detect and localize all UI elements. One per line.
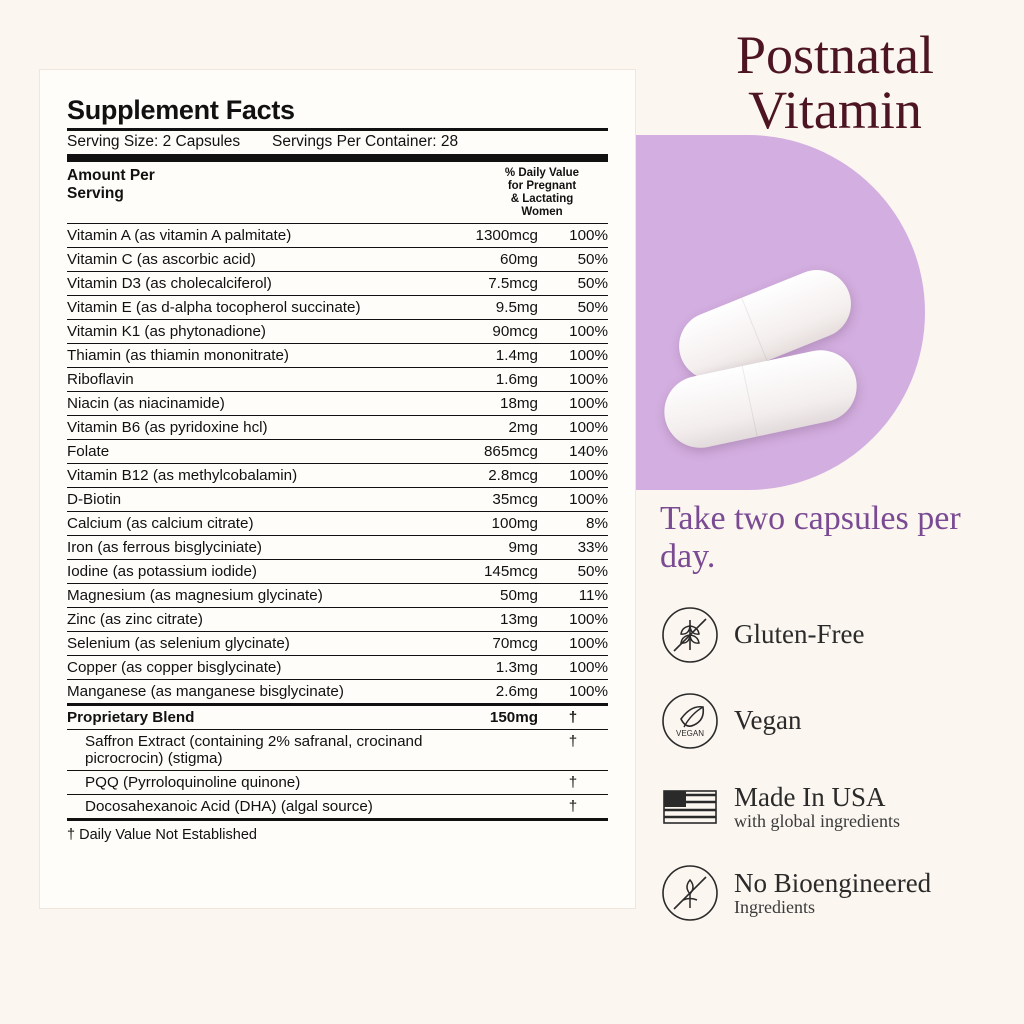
blend-row [67, 794, 608, 818]
claim-label: Gluten-Free [734, 619, 865, 650]
table-row [67, 391, 608, 415]
serving-info-row [67, 131, 608, 154]
nutrient-name: Vitamin D3 (as cholecalciferol) [67, 271, 434, 295]
product-title [660, 25, 1010, 141]
nutrient-dv: 50% [538, 247, 608, 271]
nutrient-dv: 100% [538, 319, 608, 343]
table-row [67, 415, 608, 439]
nutrient-amount: 1.3mg [434, 655, 538, 679]
daily-value-footnote: † Daily Value Not Established [67, 826, 257, 843]
table-row [67, 319, 608, 343]
daily-value-line2: for Pregnant [507, 180, 577, 193]
nutrient-amount: 60mg [434, 247, 538, 271]
table-row [67, 487, 608, 511]
table-row [67, 224, 608, 248]
table-row [67, 343, 608, 367]
usa-flag-icon [660, 777, 720, 837]
blend-amount: 150mg [434, 706, 538, 730]
claim-sublabel: Ingredients [734, 896, 815, 917]
nutrient-amount: 13mg [434, 607, 538, 631]
table-row [67, 535, 608, 559]
nutrient-dv: 100% [538, 463, 608, 487]
nutrient-amount: 100mg [434, 511, 538, 535]
nutrient-dv: 100% [538, 415, 608, 439]
no-bioengineered-icon [660, 863, 720, 923]
nutrient-amount: 9.5mg [434, 295, 538, 319]
amount-per-serving-line2: Serving [67, 185, 124, 203]
nutrient-dv: 50% [538, 559, 608, 583]
nutrient-dv: 11% [538, 583, 608, 607]
claim-label: No Bioengineered [734, 867, 932, 898]
nutrient-dv: 140% [538, 439, 608, 463]
capsule-image [655, 285, 895, 480]
nutrient-name: Calcium (as calcium citrate) [67, 511, 434, 535]
nutrient-amount: 9mg [434, 535, 538, 559]
blend-item-amount [434, 770, 538, 794]
table-header-row [67, 162, 608, 223]
table-row [67, 655, 608, 679]
nutrient-name: Folate [67, 439, 434, 463]
claim-label: Made In USA [734, 781, 886, 812]
blend-item-amount [434, 794, 538, 818]
claim-label: Vegan [734, 705, 802, 736]
daily-value-line4: Women [521, 205, 563, 218]
nutrient-amount: 90mcg [434, 319, 538, 343]
nutrient-amount: 865mcg [434, 439, 538, 463]
nutrient-dv: 100% [538, 367, 608, 391]
blend-row [67, 729, 608, 770]
nutrient-amount: 2.6mg [495, 682, 538, 700]
nutrient-dv: 100% [538, 343, 608, 367]
table-row [67, 631, 608, 655]
nutrient-amount: 35mcg [434, 487, 538, 511]
blend-item-amount [434, 729, 538, 770]
amount-per-serving-line1: Amount Per [67, 167, 155, 185]
nutrient-name: Thiamin (as thiamin mononitrate) [67, 343, 434, 367]
table-row [67, 271, 608, 295]
nutrient-amount: 1.6mg [434, 367, 538, 391]
blend-item-name: PQQ (Pyrroloquinoline quinone) [67, 770, 434, 794]
claim-made-in-usa [660, 777, 1020, 837]
serving-size-label: Serving Size: 2 Capsules [67, 133, 241, 151]
table-row [67, 511, 608, 535]
blend-item-name: Saffron Extract (containing 2% safranal, crocinand picrocrocin) (stigma) [67, 729, 434, 770]
table-row [67, 559, 608, 583]
product-title-line2: Vitamin [748, 80, 922, 141]
daily-value-line3: & Lactating [510, 193, 574, 206]
claim-vegan [660, 691, 1020, 751]
claim-no-bioengineered [660, 863, 1020, 923]
nutrient-amount: 1.4mg [434, 343, 538, 367]
nutrient-name: Magnesium (as magnesium glycinate) [67, 583, 434, 607]
nutrient-amount: 2mg [434, 415, 538, 439]
nutrient-dv: 50% [538, 271, 608, 295]
claims-list [660, 605, 1020, 949]
nutrient-name: Vitamin E (as d-alpha tocopherol succinate) [67, 295, 434, 319]
blend-item-name: Docosahexanoic Acid (DHA) (algal source) [85, 797, 373, 815]
nutrient-name: Zinc (as zinc citrate) [67, 607, 434, 631]
nutrient-name: Vitamin C (as ascorbic acid) [67, 247, 434, 271]
nutrient-name: Vitamin A (as vitamin A palmitate) [67, 224, 434, 248]
proprietary-blend-table [67, 706, 608, 818]
nutrient-amount: 18mg [434, 391, 538, 415]
table-row [67, 439, 608, 463]
nutrient-dv: 100% [538, 224, 608, 248]
nutrient-dv: 100% [538, 655, 608, 679]
table-row [67, 583, 608, 607]
table-row [67, 367, 608, 391]
nutrient-dv: 100% [538, 391, 608, 415]
table-row [67, 463, 608, 487]
nutrient-name: Vitamin K1 (as phytonadione) [67, 319, 434, 343]
vegan-leaf-icon [660, 691, 720, 751]
blend-name: Proprietary Blend [67, 706, 434, 730]
table-row [67, 295, 608, 319]
nutrient-amount: 1300mcg [434, 224, 538, 248]
table-row [67, 607, 608, 631]
wheat-gluten-free-icon [660, 605, 720, 665]
nutrient-table-body [67, 224, 608, 703]
servings-per-container-label: Servings Per Container: 28 [272, 133, 459, 151]
blend-row [67, 770, 608, 794]
blend-dv: † [538, 706, 608, 730]
nutrient-name: Riboflavin [67, 367, 434, 391]
supplement-facts-panel [40, 70, 635, 908]
nutrient-name: Niacin (as niacinamide) [67, 391, 434, 415]
nutrient-table [67, 224, 608, 703]
nutrient-amount: 7.5mcg [434, 271, 538, 295]
table-row [67, 247, 608, 271]
nutrient-name: Vitamin B12 (as methylcobalamin) [67, 463, 434, 487]
nutrient-dv: 100% [538, 487, 608, 511]
nutrient-name: Manganese (as manganese bisglycinate) [67, 682, 344, 700]
nutrient-amount: 145mcg [434, 559, 538, 583]
blend-item-dv: † [538, 729, 608, 770]
product-title-line1: Postnatal [736, 25, 934, 85]
blend-item-dv: † [538, 770, 608, 794]
table-row [67, 679, 608, 703]
svg-text:VEGAN: VEGAN [675, 729, 705, 738]
nutrient-name: Copper (as copper bisglycinate) [67, 655, 434, 679]
nutrient-name: D-Biotin [67, 487, 434, 511]
nutrient-name: Selenium (as selenium glycinate) [67, 631, 434, 655]
nutrient-name: Vitamin B6 (as pyridoxine hcl) [67, 415, 434, 439]
nutrient-dv: 50% [538, 295, 608, 319]
directions-text: Take two capsules per day. [660, 500, 961, 576]
nutrient-name: Iodine (as potassium iodide) [67, 559, 434, 583]
blend-header-row [67, 706, 608, 730]
nutrient-amount: 2.8mcg [434, 463, 538, 487]
nutrient-dv: 33% [538, 535, 608, 559]
nutrient-name: Iron (as ferrous bisglyciniate) [67, 535, 434, 559]
claim-sublabel: with global ingredients [734, 810, 900, 831]
nutrient-amount: 50mg [434, 583, 538, 607]
nutrient-amount: 70mcg [434, 631, 538, 655]
nutrient-dv: 100% [538, 607, 608, 631]
claim-gluten-free [660, 605, 1020, 665]
blend-item-dv: † [568, 797, 578, 815]
supplement-facts-title: Supplement Facts [67, 95, 295, 125]
nutrient-dv: 8% [538, 511, 608, 535]
nutrient-dv: 100% [538, 631, 608, 655]
nutrient-dv: 100% [569, 682, 608, 700]
daily-value-line1: % Daily Value [504, 167, 580, 180]
